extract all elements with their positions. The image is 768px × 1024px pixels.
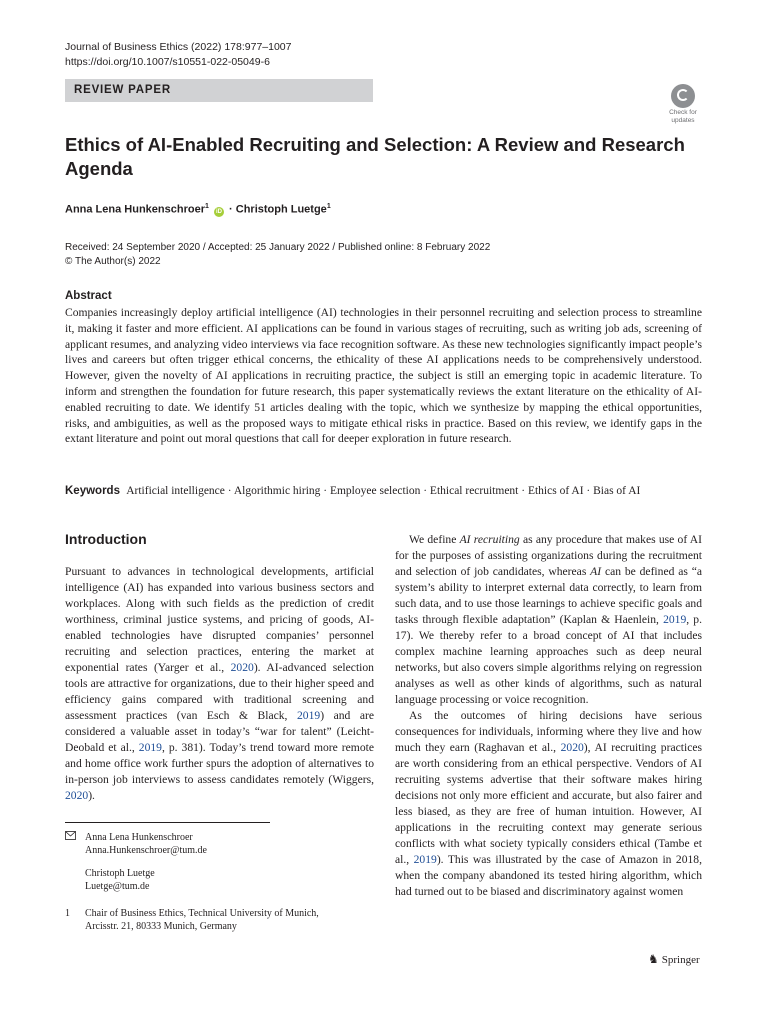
article-title xyxy=(65,133,685,181)
emphasis: AI xyxy=(590,565,602,578)
publication-dates xyxy=(65,241,490,269)
corresponding-author xyxy=(65,831,365,893)
check-for-updates-badge[interactable] xyxy=(665,84,701,124)
footnote-author-name: Christoph Luetge xyxy=(85,868,155,879)
text-run: ), AI recruiting practices are worth considering from an ethical perspective. Vendors of AI recruiting systems advertise that their software makes hiring decisions not only more efficient and accurate, but also fairer and less biased, as they are free of human intuition. However, AI applications in the recruiting context may generate serious conflicts with what society typically considers ethical (Tambe et al., xyxy=(395,741,703,866)
citation-link[interactable]: 2020 xyxy=(65,789,89,802)
affiliation-mark: 1 xyxy=(204,203,209,210)
paragraph xyxy=(395,532,702,708)
citation-link[interactable]: 2020 xyxy=(560,741,584,754)
body-column-right xyxy=(395,532,702,900)
text-run: as any procedure that makes use of AI for the purposes of assisting organizations during the recruitment and selection of job candidates, whereas xyxy=(395,533,703,578)
abstract-heading: Abstract xyxy=(65,290,112,302)
journal-citation: Journal of Business Ethics (2022) 178:977–1007 xyxy=(65,41,292,53)
author-list xyxy=(65,203,331,217)
section-heading-introduction: Introduction xyxy=(65,531,147,547)
citation-link[interactable]: 2019 xyxy=(663,613,687,626)
footnote-author-email[interactable]: Anna.Hunkenschroer@tum.de xyxy=(85,845,207,856)
affiliation-mark: 1 xyxy=(326,203,331,210)
text-run: ). xyxy=(88,789,95,802)
citation-link[interactable]: 2019 xyxy=(297,709,321,722)
text-run: , p. 17). We thereby refer to a broad concept of AI that includes complex machine learning approaches such as deep neural networks, but also covers simple algorithms relying on regression analyses as well as other kinds of algorithms, such as natural language processing or voice recognition. xyxy=(395,613,702,706)
history-dates: Received: 24 September 2020 / Accepted: 25 January 2022 / Published online: 8 February 2022 xyxy=(65,242,491,253)
affiliation-mark: 1 xyxy=(65,908,70,919)
doi-link[interactable]: https://doi.org/10.1007/s10551-022-05049-6 xyxy=(65,56,270,68)
footnote-author-email[interactable]: Luetge@tum.de xyxy=(85,881,150,892)
article-type-banner: REVIEW PAPER xyxy=(65,79,373,102)
citation-link[interactable]: 2020 xyxy=(230,661,254,674)
body-column-left xyxy=(65,564,374,804)
emphasis: AI recruiting xyxy=(459,533,520,546)
citation-link[interactable]: 2019 xyxy=(138,741,162,754)
paragraph xyxy=(395,708,702,900)
publisher-name: Springer xyxy=(661,954,700,966)
keywords-list: Artificial intelligence · Algorithmic hiring · Employee selection · Ethical recruitment · Ethics of AI · Bias of AI xyxy=(126,485,641,497)
citation-link[interactable]: 2019 xyxy=(413,853,437,866)
affiliation xyxy=(65,907,365,933)
affiliation-line: Arcisstr. 21, 80333 Munich, Germany xyxy=(85,921,237,932)
envelope-icon xyxy=(65,831,76,844)
text-run: , p. 381). Today’s trend toward more remote and home office work further spurs the adoption of alternatives to in-person job interviews to assess candidates remotely (Wiggers, xyxy=(65,741,374,786)
text-run: Pursuant to advances in technological developments, artificial intelligence (AI) has expanded into various business sectors and workplaces. Along with such fields as the prediction of credit worthiness, criminal justice systems, and pricing of goods, AI-enabled technologies have disrupted companies’ personnel recruiting and selection practices, entering the market at exponential rates (Yarger et al., xyxy=(65,565,374,674)
footnotes xyxy=(65,831,365,933)
check-for-updates-line2: updates xyxy=(671,117,695,124)
text-run: We define xyxy=(409,533,460,546)
text-run: As the outcomes of hiring decisions have serious consequences for individuals, informing where they live and how much they earn (Raghavan et al., xyxy=(395,709,702,754)
abstract-body: Companies increasingly deploy artificial intelligence (AI) technologies in their personnel recruiting and selection process to streamline it, making it faster and more efficient. AI applications can be found in various stages of recruiting, such as writing job ads, screening of applicant resumes, and analyzing video interviews via face recognition software. As these new technologies significantly impact people’s lives and careers but often trigger ethical concerns, the ethicality of these AI applications needs to be comprehensively understood. However, given the novelty of AI applications in recruiting practice, the subject is still an emerging topic in academic literature. To inform and strengthen the foundation for future research, this paper systematically reviews the extant literature on the ethicality of AI-enabled recruiting to date. We identify 51 articles dealing with the topic, which we synthesize by mapping the ethical opportunities, risks, and ambiguities, as well as the proposed ways to mitigate ethical risks in practice. Based on this review, we identify gaps in the extant literature and point out moral questions that call for deeper exploration in future research. xyxy=(65,306,702,446)
keywords-label: Keywords xyxy=(65,485,120,497)
springer-horse-icon: ♞ xyxy=(648,952,659,966)
author-separator: · xyxy=(229,203,233,216)
check-for-updates-line1: Check for xyxy=(669,109,697,116)
author-name[interactable]: Christoph Luetge xyxy=(235,203,327,216)
orcid-icon[interactable]: iD xyxy=(215,208,222,215)
paragraph xyxy=(65,564,374,804)
text-run: ). AI-advanced selection tools are attractive for organizations, due to their higher speed and efficiency gains compared with traditional screening and assessment practices (van Esch & Black, xyxy=(65,661,374,722)
affiliation-line: Chair of Business Ethics, Technical University of Munich, xyxy=(85,908,319,919)
keywords xyxy=(65,485,640,497)
check-for-updates-icon xyxy=(671,84,695,108)
text-run: ) and are considered a valuable asset in today’s “war for talent” (Leicht-Deobald et al., xyxy=(65,709,374,754)
footnote-author-name: Anna Lena Hunkenschroer xyxy=(85,832,193,843)
text-run: can be defined as “a system’s ability to interpret external data correctly, to learn from such data, and to use those learnings to achieve specific goals and tasks through flexible adaptation” (Kaplan & Haenlein, xyxy=(395,565,702,626)
article-title-line2: Agenda xyxy=(65,158,133,179)
footnote-divider xyxy=(65,822,270,823)
journal-reference xyxy=(65,40,291,70)
copyright-notice: © The Author(s) 2022 xyxy=(65,256,161,267)
publisher-logo xyxy=(648,952,700,967)
article-title-line1: Ethics of AI-Enabled Recruiting and Selection: A Review and Research xyxy=(65,134,685,155)
text-run: ). This was illustrated by the case of Amazon in 2018, when the company abandoned its tested hiring algorithm, which had turned out to be biased and discriminatory against women xyxy=(395,853,702,898)
author-name[interactable]: Anna Lena Hunkenschroer xyxy=(65,203,205,216)
